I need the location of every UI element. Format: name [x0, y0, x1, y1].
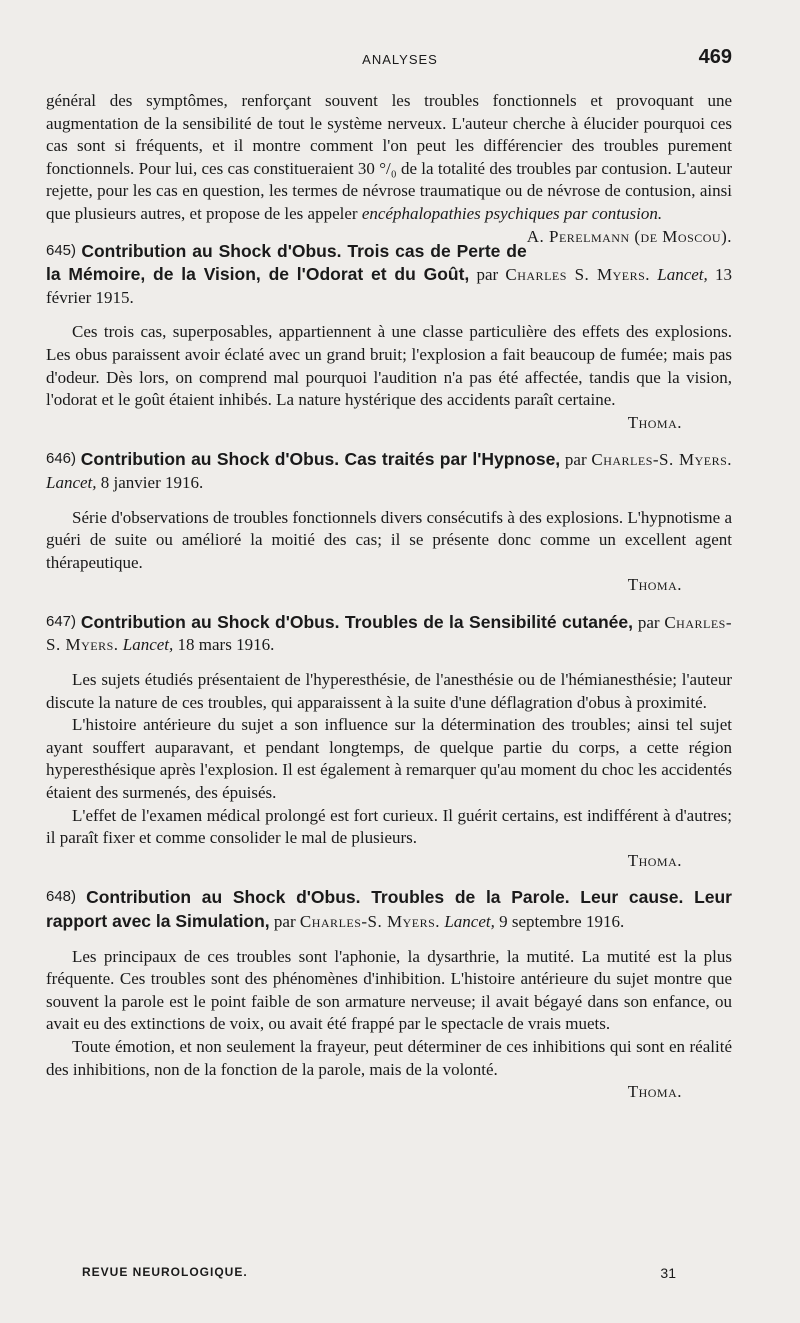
- entry-author: Charles-S. Myers.: [591, 450, 733, 470]
- entry-date: 13 février 1915.: [46, 265, 732, 307]
- intro-paragraph: [46, 90, 732, 246]
- entry-paragraph: Série d'observations de troubles fonctionnels divers consécutifs à des explosions. L'hypnotisme a guéri de suite ou amélioré la moitié des cas; il se présente donc comme un excellent agent thérapeutique.: [46, 507, 732, 572]
- entry-title: Contribution au Shock d'Obus. Troubles de la Parole. Leur cause. Leur rapport avec la Simulation,: [46, 887, 732, 931]
- entry-heading: [46, 448, 732, 494]
- entry-author: Charles-S. Myers.: [46, 612, 733, 655]
- entry-by: par: [564, 450, 587, 470]
- entries-list: [46, 240, 732, 1104]
- entry-journal: Lancet,: [657, 265, 708, 285]
- running-title: ANALYSES: [362, 52, 438, 67]
- entry-author: Charles-S. Myers.: [299, 912, 441, 931]
- entry-title: Contribution au Shock d'Obus. Troubles de la Sensibilité cutanée,: [80, 611, 633, 632]
- entry-heading: [46, 240, 732, 310]
- intro-text: général des symptômes, renforçant souvent les troubles fonctionnels et provoquant une augmentation de la sensibilité de tout le système nerveux. L'auteur cherche à élucider pourquoi ces cas sont si fréquents, et il montre comment l'on peut les différencier des troubles purement fonctionnels. Pour lui, ces cas constitueraient 30 °/₀ de la totalité des troubles par contusion. L'auteur rejette, pour les cas en question, les termes de névrose traumatique ou de névrose de contusion, ainsi que plusieurs autres, et propose de les appeler: [46, 91, 732, 223]
- entry-signature: Thoma.: [627, 1082, 682, 1102]
- entry-date: 9 septembre 1916.: [499, 912, 625, 931]
- entry-journal: Lancet,: [46, 472, 97, 492]
- footer-journal: REVUE NEUROLOGIQUE.: [82, 1265, 248, 1279]
- entry-by: par: [637, 612, 660, 632]
- entry-number: 647): [46, 612, 77, 630]
- entry-paragraph: L'effet de l'examen médical prolongé est fort curieux. Il guérit certains, est indifférent à d'autres; il paraît fixer et comme consolider le mal de plusieurs.: [46, 805, 732, 848]
- entry-title: Contribution au Shock d'Obus. Cas traités par l'Hypnose,: [80, 449, 561, 470]
- entry: [46, 611, 732, 873]
- article-body: [46, 90, 732, 1104]
- entry-journal: Lancet,: [444, 912, 495, 931]
- entry-by: par: [273, 912, 296, 931]
- entry-date: 8 janvier 1916.: [100, 472, 204, 492]
- entry-number: 646): [46, 450, 77, 468]
- entry-heading: [46, 886, 732, 933]
- entry-paragraph: Ces trois cas, superposables, appartiennent à une classe particulière des effets des explosions. Les obus paraissent avoir éclaté avec un grand bruit; l'explosion a fait beaucoup de fumée; mais pas d'odeur. Dès lors, on comprend mal pourquoi l'audition n'a pas été affectée, tandis que la vision, l'odorat et le goût étaient inhibés. La nature hystérique des accidents paraît certaine.: [46, 322, 732, 410]
- page-number: 469: [698, 46, 732, 68]
- entry-signature: Thoma.: [627, 575, 682, 595]
- entry-signature: Thoma.: [627, 850, 682, 870]
- entry-journal: Lancet,: [122, 635, 174, 655]
- entry: [46, 240, 732, 435]
- entry-heading: [46, 611, 732, 657]
- intro-signature: A. Perelmann (de Moscou).: [526, 226, 732, 246]
- entry-by: par: [476, 265, 499, 285]
- entry: [46, 448, 732, 597]
- entry-author: Charles S. Myers.: [505, 265, 651, 285]
- entry-paragraph: Les principaux de ces troubles sont l'aphonie, la dysarthrie, la mutité. La mutité est la plus fréquente. Ces troubles sont des phénomènes d'inhibition. L'histoire antérieure du sujet montre que souvent la parole est le point faible de son armature nerveuse; il avait bégayé dans son enfance, ou avait eu des extinctions de voix, ou avait été frappé par le spectacle de vrais muets.: [46, 946, 732, 1034]
- footer-signature-number: 31: [660, 1265, 676, 1281]
- entry-number: 648): [46, 888, 77, 906]
- entry-title: Contribution au Shock d'Obus. Trois cas de Perte de la Mémoire, de la Vision, de l'Odorat et du Goût,: [46, 240, 527, 285]
- entry-date: 18 mars 1916.: [177, 635, 275, 655]
- entry-paragraph: Les sujets étudiés présentaient de l'hyperesthésie, de l'anesthésie ou de l'hémianesthésie; l'auteur discute la nature de ces troubles, qui apparaissent à la suite d'une déflagration d'obus à proximité.: [46, 670, 732, 712]
- entry-signature: Thoma.: [627, 412, 682, 432]
- entry-number: 645): [46, 241, 77, 259]
- entry: [46, 886, 732, 1103]
- intro-italic: encéphalopathies psychiques par contusion.: [361, 203, 663, 223]
- entry-paragraph: L'histoire antérieure du sujet a son influence sur la détermination des troubles; ainsi tel sujet ayant souffert auparavant, et pendant longtemps, de quelque partie du corps, a cette région hyperesthésique après l'explosion. Il est également à remarquer qu'au moment du choc les accidentés étaient des surmenés, des épuisés.: [46, 715, 732, 803]
- entry-paragraph: Toute émotion, et non seulement la frayeur, peut déterminer de ces inhibitions qui sont en réalité des inhibitions, non de la fonction de la parole, mais de la volonté.: [46, 1036, 732, 1079]
